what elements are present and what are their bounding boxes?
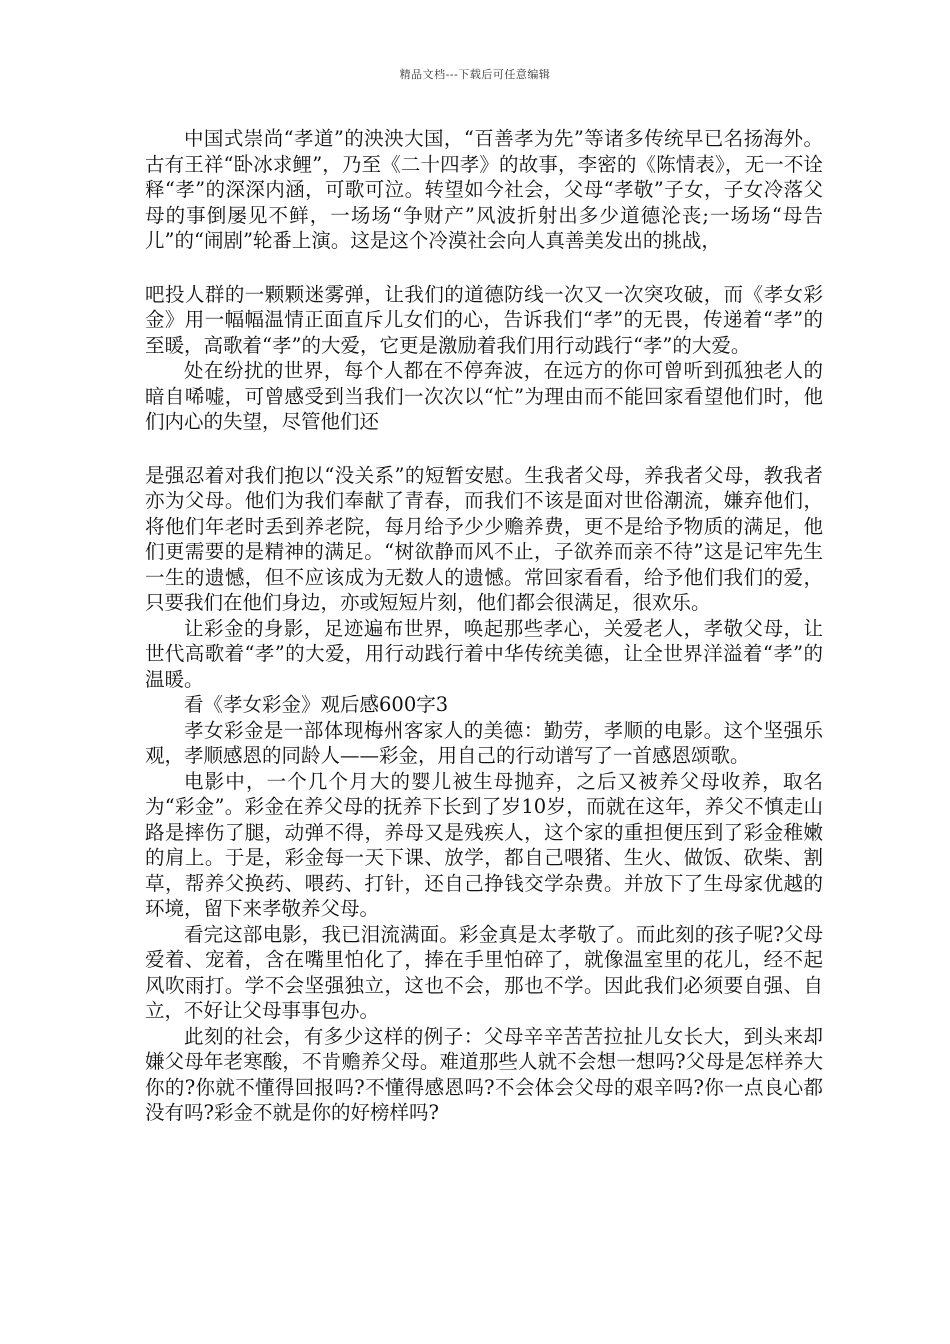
- paragraph-3: 处在纷扰的世界，每个人都在不停奔波，在远方的你可曾听到孤独老人的暗自唏嘘，可曾感受到当我们一次次以“忙”为理由而不能回家看望他们时，他们内心的失望，尽管他们还: [145, 359, 823, 433]
- paragraph-9: 此刻的社会，有多少这样的例子：父母辛辛苦苦拉扯儿女长大，到头来却嫌父母年老寒酸，不肯赡养父母。难道那些人就不会想一想吗?父母是怎样养大你的?你就不懂得回报吗?不懂得感恩吗?不会体会父母的艰辛吗?你一点良心都没有吗?彩金不就是你的好榜样吗?: [145, 1024, 823, 1124]
- paragraph-1: 中国式崇尚“孝道”的泱泱大国，“百善孝为先”等诸多传统早已名扬海外。古有王祥“卧冰求鲤”，乃至《二十四孝》的故事，李密的《陈情表》，无一不诠释“孝”的深深内涵，可歌可泣。转望如今社会，父母“孝敬”子女，子女冷落父母的事倒屡见不鲜，一场场“争财产”风波折射出多少道德沦丧;一场场“母告儿”的“闹剧”轮番上演。这是这个冷漠社会向人真善美发出的挑战，: [145, 127, 823, 252]
- paragraph-6: 孝女彩金是一部体现梅州客家人的美德：勤劳，孝顺的电影。这个坚强乐观，孝顺感恩的同龄人——彩金，用自己的行动谱写了一首感恩颂歌。: [145, 718, 823, 767]
- page-header: 精品文档---下载后可任意编辑: [399, 68, 551, 81]
- paragraph-2: 吧投人群的一颗颗迷雾弹，让我们的道德防线一次又一次突攻破，而《孝女彩金》用一幅幅温情正面直斥儿女们的心，告诉我们“孝”的无畏，传递着“孝”的至暖，高歌着“孝”的大爱，它更是激励着我们用行动践行“孝”的大爱。: [145, 282, 823, 357]
- paragraph-7: 电影中，一个几个月大的婴儿被生母抛弃，之后又被养父母收养，取名为“彩金”。彩金在养父母的抚养下长到了岁10岁，而就在这年，养父不慎走山路是摔伤了腿，动弹不得，养母又是残疾人，这个家的重担便压到了彩金稚嫩的肩上。于是，彩金每一天下课、放学，都自己喂猪、生火、做饭、砍柴、割草，帮养父换药、喂药、打针，还自己挣钱交学杂费。并放下了生母家优越的环境，留下来孝敬养父母。: [145, 769, 823, 920]
- paragraph-8: 看完这部电影，我已泪流满面。彩金真是太孝敬了。而此刻的孩子呢?父母爱着、宠着，含在嘴里怕化了，捧在手里怕碎了，就像温室里的花儿，经不起风吹雨打。学不会坚强独立，这也不会，那也不学。因此我们必须要自强、自立，不好让父母事事包办。: [145, 922, 823, 1022]
- document-body: [145, 126, 823, 1126]
- paragraph-5: 让彩金的身影，足迹遍布世界，唤起那些孝心，关爱老人，孝敬父母，让世代高歌着“孝”的大爱，用行动践行着中华传统美德，让全世界洋溢着“孝”的温暖。: [145, 616, 823, 691]
- section-title: 看《孝女彩金》观后感600字3: [184, 693, 449, 716]
- paragraph-4: 是强忍着对我们抱以“没关系”的短暂安慰。生我者父母，养我者父母，教我者亦为父母。他们为我们奉献了青春，而我们不该是面对世俗潮流，嫌弃他们，将他们年老时丢到养老院，每月给予少少赡养费，更不是给予物质的满足，他们更需要的是精神的满足。“树欲静而风不止，子欲养而亲不待”这是记牢先生一生的遗憾，但不应该成为无数人的遗憾。常回家看看，给予他们我们的爱，只要我们在他们身边，亦或短短片刻，他们都会很满足，很欢乐。: [145, 463, 823, 614]
